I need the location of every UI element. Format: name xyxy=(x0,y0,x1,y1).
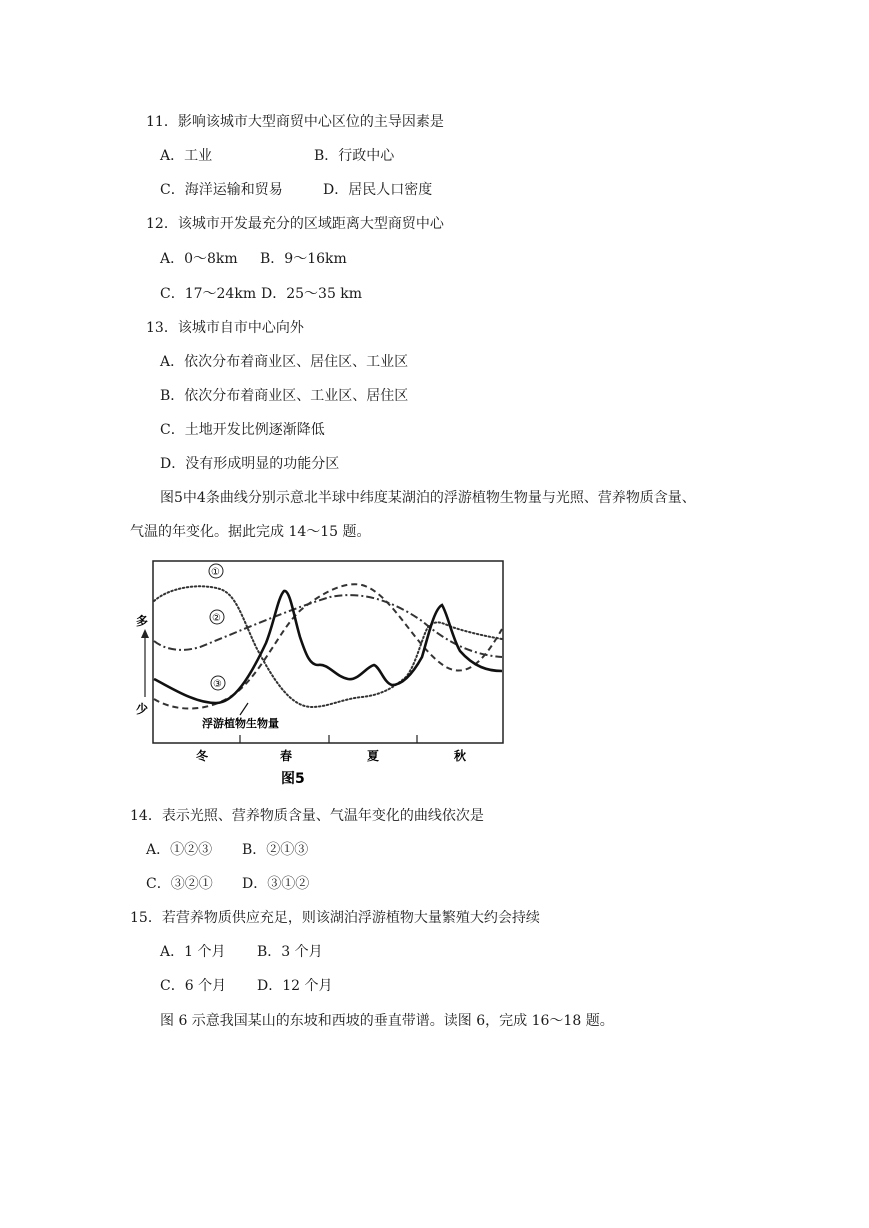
curve-1 xyxy=(154,586,502,707)
question-15-option-d: D．12 个月 xyxy=(257,978,333,994)
figure-5-svg xyxy=(130,557,510,793)
curve-1-label: ① xyxy=(211,567,220,578)
question-13-option-d: D．没有形成明显的功能分区 xyxy=(160,456,340,472)
biomass-label-leader xyxy=(240,703,248,715)
question-13-option-a: A．依次分布着商业区、居住区、工业区 xyxy=(160,354,409,370)
question-13-option-c: C．土地开发比例逐渐降低 xyxy=(160,422,325,438)
question-14-stem: 14．表示光照、营养物质含量、气温年变化的曲线依次是 xyxy=(130,808,484,824)
season-label-summer: 夏 xyxy=(367,749,380,763)
season-label-winter: 冬 xyxy=(196,749,209,763)
y-axis-arrowhead xyxy=(141,629,149,638)
question-11-option-d: D．居民人口密度 xyxy=(323,182,433,198)
figure-5 xyxy=(130,557,510,793)
question-12-option-c: C．17～24km xyxy=(160,286,257,302)
question-12-option-b: B．9～16km xyxy=(260,251,347,267)
question-13-option-b: B．依次分布着商业区、工业区、居住区 xyxy=(160,388,409,404)
figure5-intro-line2: 气温的年变化。据此完成 14～15 题。 xyxy=(130,524,371,540)
question-12-option-d: D．25～35 km xyxy=(261,286,363,302)
question-15-option-b: B．3 个月 xyxy=(257,944,323,960)
season-label-spring: 春 xyxy=(280,749,293,763)
curve-3 xyxy=(154,584,502,708)
question-14-option-a: A．①②③ xyxy=(146,842,213,858)
y-axis-high-label: 多 xyxy=(136,614,149,628)
biomass-label: 浮游植物生物量 xyxy=(202,717,279,730)
curve-biomass xyxy=(154,591,502,703)
plot-frame xyxy=(153,561,503,743)
curve-3-label: ③ xyxy=(213,679,222,690)
question-11-option-a: A．工业 xyxy=(160,148,213,164)
question-15-option-a: A．1 个月 xyxy=(160,944,226,960)
question-12-option-a: A．0～8km xyxy=(160,251,238,267)
y-axis-low-label: 少 xyxy=(136,702,149,716)
question-14-option-d: D．③①② xyxy=(242,876,310,892)
figure5-intro-line1: 图5中4条曲线分别示意北半球中纬度某湖泊的浮游植物生物量与光照、营养物质含量、 xyxy=(160,490,696,506)
question-13-stem: 13．该城市自市中心向外 xyxy=(146,320,304,336)
question-15-option-c: C．6 个月 xyxy=(160,978,227,994)
question-11-option-b: B．行政中心 xyxy=(314,148,395,164)
question-12-stem: 12．该城市开发最充分的区域距离大型商贸中心 xyxy=(146,216,444,232)
figure-caption: 图5 xyxy=(281,771,305,787)
curve-2-label: ② xyxy=(212,613,221,624)
figure6-intro: 图 6 示意我国某山的东坡和西坡的垂直带谱。读图 6，完成 16～18 题。 xyxy=(160,1013,614,1029)
season-label-autumn: 秋 xyxy=(454,749,467,763)
question-14-option-b: B．②①③ xyxy=(242,842,309,858)
question-11-option-c: C．海洋运输和贸易 xyxy=(160,182,283,198)
question-11-stem: 11．影响该城市大型商贸中心区位的主导因素是 xyxy=(146,114,444,130)
question-15-stem: 15．若营养物质供应充足，则该湖泊浮游植物大量繁殖大约会持续 xyxy=(130,910,540,926)
question-14-option-c: C．③②① xyxy=(146,876,213,892)
